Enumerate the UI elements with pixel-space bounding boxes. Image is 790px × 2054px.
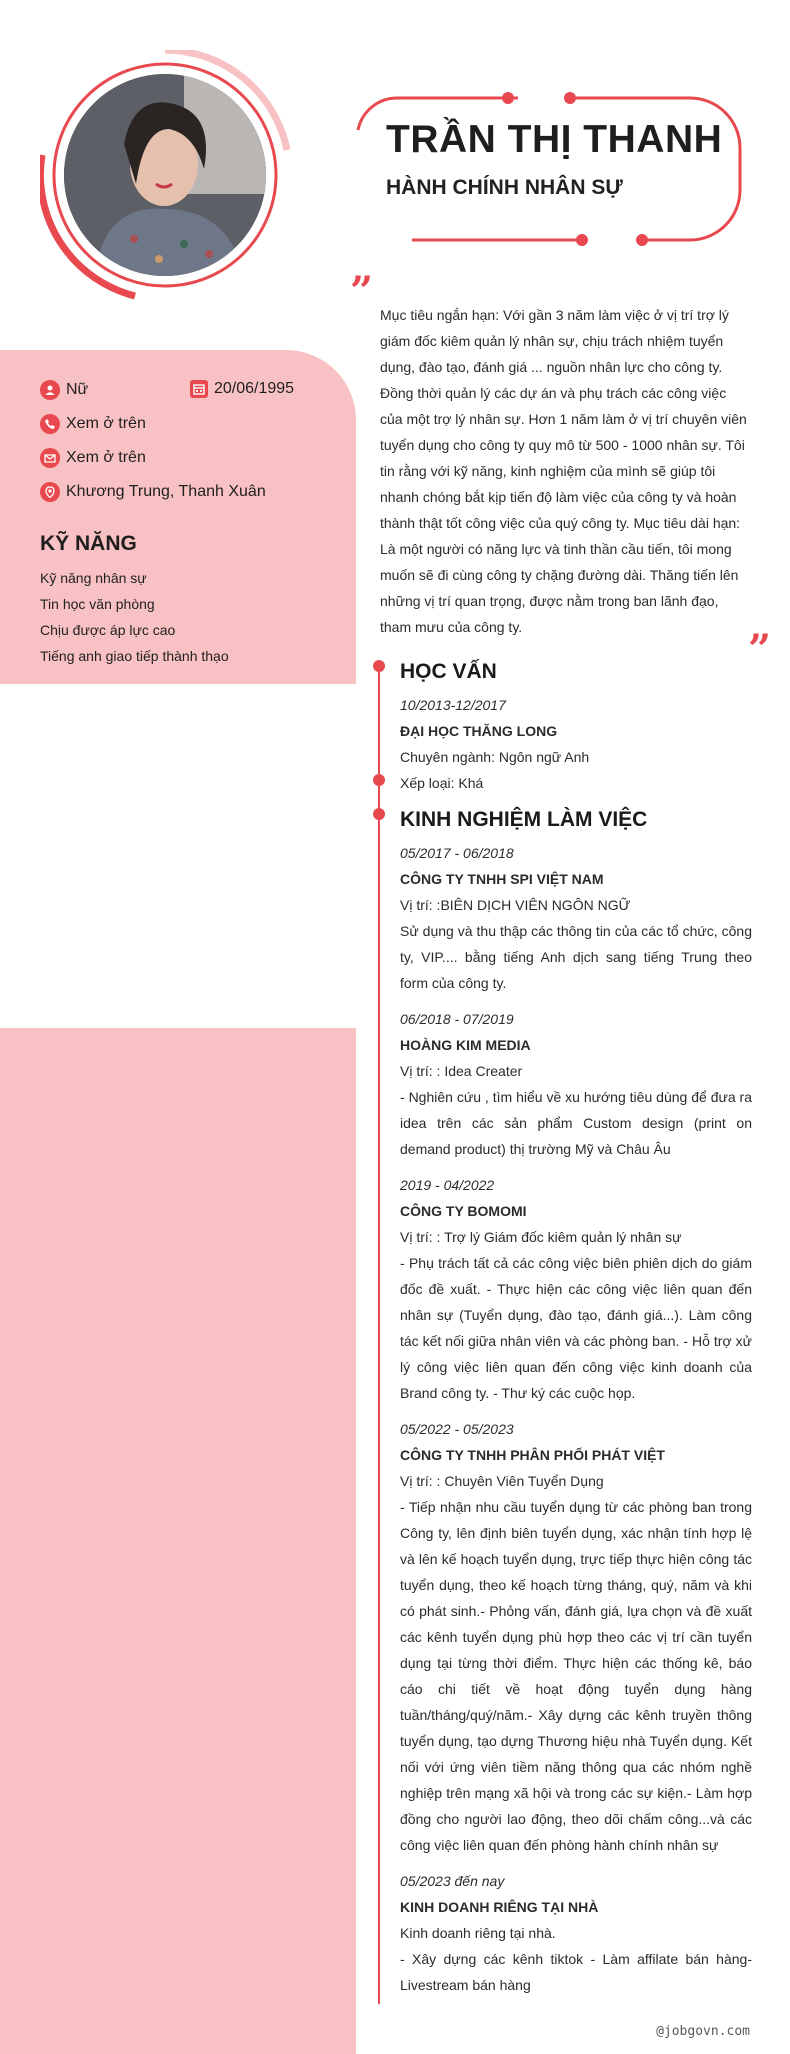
contact-phone <box>40 414 146 434</box>
job-entry <box>400 840 752 996</box>
timeline-dot-job-1 <box>373 808 385 820</box>
job-description: - Xây dựng các kênh tiktok - Làm affilate bán hàng- Livestream bán hàng <box>400 1951 752 1993</box>
sidebar-panel-bottom <box>0 1028 356 2054</box>
contact-gender <box>40 380 88 400</box>
gender-value: Nữ <box>66 381 89 398</box>
name-frame-decoration <box>350 90 760 250</box>
portrait-image <box>64 74 266 276</box>
candidate-name: TRẦN THỊ THANH <box>386 118 723 161</box>
email-value[interactable]: Xem ở trên <box>66 449 146 466</box>
job-entry <box>400 1868 752 1998</box>
job-description: - Nghiên cứu , tìm hiểu về xu hướng tiêu dùng để đưa ra idea trên các sản phẩm Custom design (print on demand product) thị trường Mỹ và Châu Âu <box>400 1089 752 1157</box>
phone-value[interactable]: Xem ở trên <box>66 415 146 432</box>
phone-icon <box>40 414 60 434</box>
skill-item: Chịu được áp lực cao <box>40 622 176 638</box>
job-date: 05/2017 - 06/2018 <box>400 845 514 861</box>
job-position: Kinh doanh riêng tại nhà. <box>400 1925 556 1941</box>
skill-item: Tin học văn phòng <box>40 596 155 612</box>
job-description: - Phụ trách tất cả các công việc biên phiên dịch do giám đốc đề xuất. - Thực hiện các công việc liên quan đến nhân sự (Tuyển dụng, đào tạo, đánh giá...). Làm công tác kết nối giữa nhân viên và các phòng ban. - Hỗ trợ xử lý công việc liên quan đến công việc kinh doanh của Brand công ty. - Thư ký các cuộc họp. <box>400 1255 752 1401</box>
job-date: 2019 - 04/2022 <box>400 1177 495 1193</box>
quote-open-icon: ” <box>350 268 374 315</box>
education-heading: HỌC VẤN <box>400 660 497 683</box>
timeline-dot-education <box>373 660 385 672</box>
footer-watermark: @jobgovn.com <box>656 2024 750 2039</box>
birthday-value: 20/06/1995 <box>214 380 295 397</box>
calendar-icon <box>190 380 208 398</box>
skills-heading: KỸ NĂNG <box>40 532 137 555</box>
mail-icon <box>40 448 60 468</box>
job-description: - Tiếp nhận nhu cầu tuyển dụng từ các phòng ban trong Công ty, lên định biên tuyển dụng, xác nhận tính hợp lệ và lên kế hoạch tuyển dụng, trực tiếp thực hiện công tác tuyển dụng, theo kế hoạch từng tháng, quý, năm và khi có phát sinh.- Phỏng vấn, đánh giá, lựa chọn và đề xuất các kênh tuyển dụng phù hợp theo các vị trí cần tuyển dụng tại từng thời điểm. Thực hiện các thống kê, báo cáo chi tiết về hoạt động tuyển dụng hàng tuần/tháng/quý/năm.- Xây dựng các kênh truyền thông tuyển dụng, tạo dựng Thương hiệu nhà Tuyển dụng. Kết nối với ứng viên tiềm năng thông qua các nhóm nghề nghiệp trên mạng xã hội và trong các sự kiện.- Làm hợp đồng cho người lao động, theo dõi chấm công...và các công việc liên quan đến phòng hành chính nhân sự <box>400 1499 752 1853</box>
contact-birthday <box>190 380 294 398</box>
contact-email <box>40 448 146 468</box>
avatar <box>64 74 266 276</box>
education-major: Chuyên ngành: Ngôn ngữ Anh <box>400 749 590 765</box>
job-position: Vị trí: : Chuyên Viên Tuyển Dụng <box>400 1473 604 1489</box>
job-company: CÔNG TY TNHH SPI VIỆT NAM <box>400 871 604 887</box>
education-grade: Xếp loại: Khá <box>400 775 484 791</box>
quote-close-icon: ” <box>748 626 772 673</box>
job-company: HOÀNG KIM MEDIA <box>400 1037 531 1053</box>
job-entry <box>400 1172 752 1406</box>
education-block <box>400 692 752 796</box>
job-position: Vị trí: :BIÊN DỊCH VIÊN NGÔN NGỮ <box>400 897 631 913</box>
education-date: 10/2013-12/2017 <box>400 697 506 713</box>
job-description: Sử dụng và thu thập các thông tin của các tổ chức, công ty, VIP.... bằng tiếng Anh dịch sang tiếng Trung theo form của công ty. <box>400 923 752 991</box>
job-position: Vị trí: : Idea Creater <box>400 1063 523 1079</box>
experience-heading: KINH NGHIỆM LÀM VIỆC <box>400 808 648 831</box>
skill-item: Tiếng anh giao tiếp thành thạo <box>40 648 229 664</box>
job-date: 05/2022 - 05/2023 <box>400 1421 514 1437</box>
job-title: HÀNH CHÍNH NHÂN SỰ <box>386 176 623 199</box>
job-entry <box>400 1006 752 1162</box>
school-name: ĐẠI HỌC THĂNG LONG <box>400 723 558 739</box>
avatar-frame <box>40 50 290 300</box>
job-entry <box>400 1416 752 1858</box>
job-company: KINH DOANH RIÊNG TẠI NHÀ <box>400 1899 599 1915</box>
job-position: Vị trí: : Trợ lý Giám đốc kiêm quản lý nhân sự <box>400 1229 682 1245</box>
address-value: Khương Trung, Thanh Xuân <box>66 483 266 500</box>
timeline-line <box>378 668 380 2004</box>
skill-item: Kỹ năng nhân sự <box>40 570 147 586</box>
job-company: CÔNG TY TNHH PHÂN PHỐI PHÁT VIỆT <box>400 1447 665 1463</box>
job-date: 06/2018 - 07/2019 <box>400 1011 514 1027</box>
job-company: CÔNG TY BOMOMI <box>400 1203 527 1219</box>
contact-address <box>40 482 266 502</box>
career-objective: Mục tiêu ngắn hạn: Với gần 3 năm làm việc ở vị trí trợ lý giám đốc kiêm quản lý nhân sự, chịu trách nhiệm tuyển dụng, đào tạo, đánh giá ... nguồn nhân lực cho công ty. Đồng thời quản lý các dự án và phụ trách các công việc của một trợ lý nhân sự. Hơn 1 năm làm ở vị trí chuyên viên tuyển dụng cho công ty quy mô từ 500 - 1000 nhân sự. Tôi tin rằng với kỹ năng, kinh nghiệm của mình sẽ giúp tôi nhanh chóng bắt kịp tiến độ làm việc của công ty và hoàn thành thật tốt công việc của quý công ty. Mục tiêu dài hạn: Là một người có năng lực và tinh thần cầu tiến, tôi mong muốn sẽ đi cùng công ty chặng đường dài. Thăng tiến lên những vị trí quan trọng, được nằm trong ban lãnh đạo, tham mưu của công ty. <box>380 307 747 635</box>
location-icon <box>40 482 60 502</box>
user-icon <box>40 380 60 400</box>
job-date: 05/2023 đến nay <box>400 1873 505 1889</box>
timeline-dot-experience <box>373 774 385 786</box>
